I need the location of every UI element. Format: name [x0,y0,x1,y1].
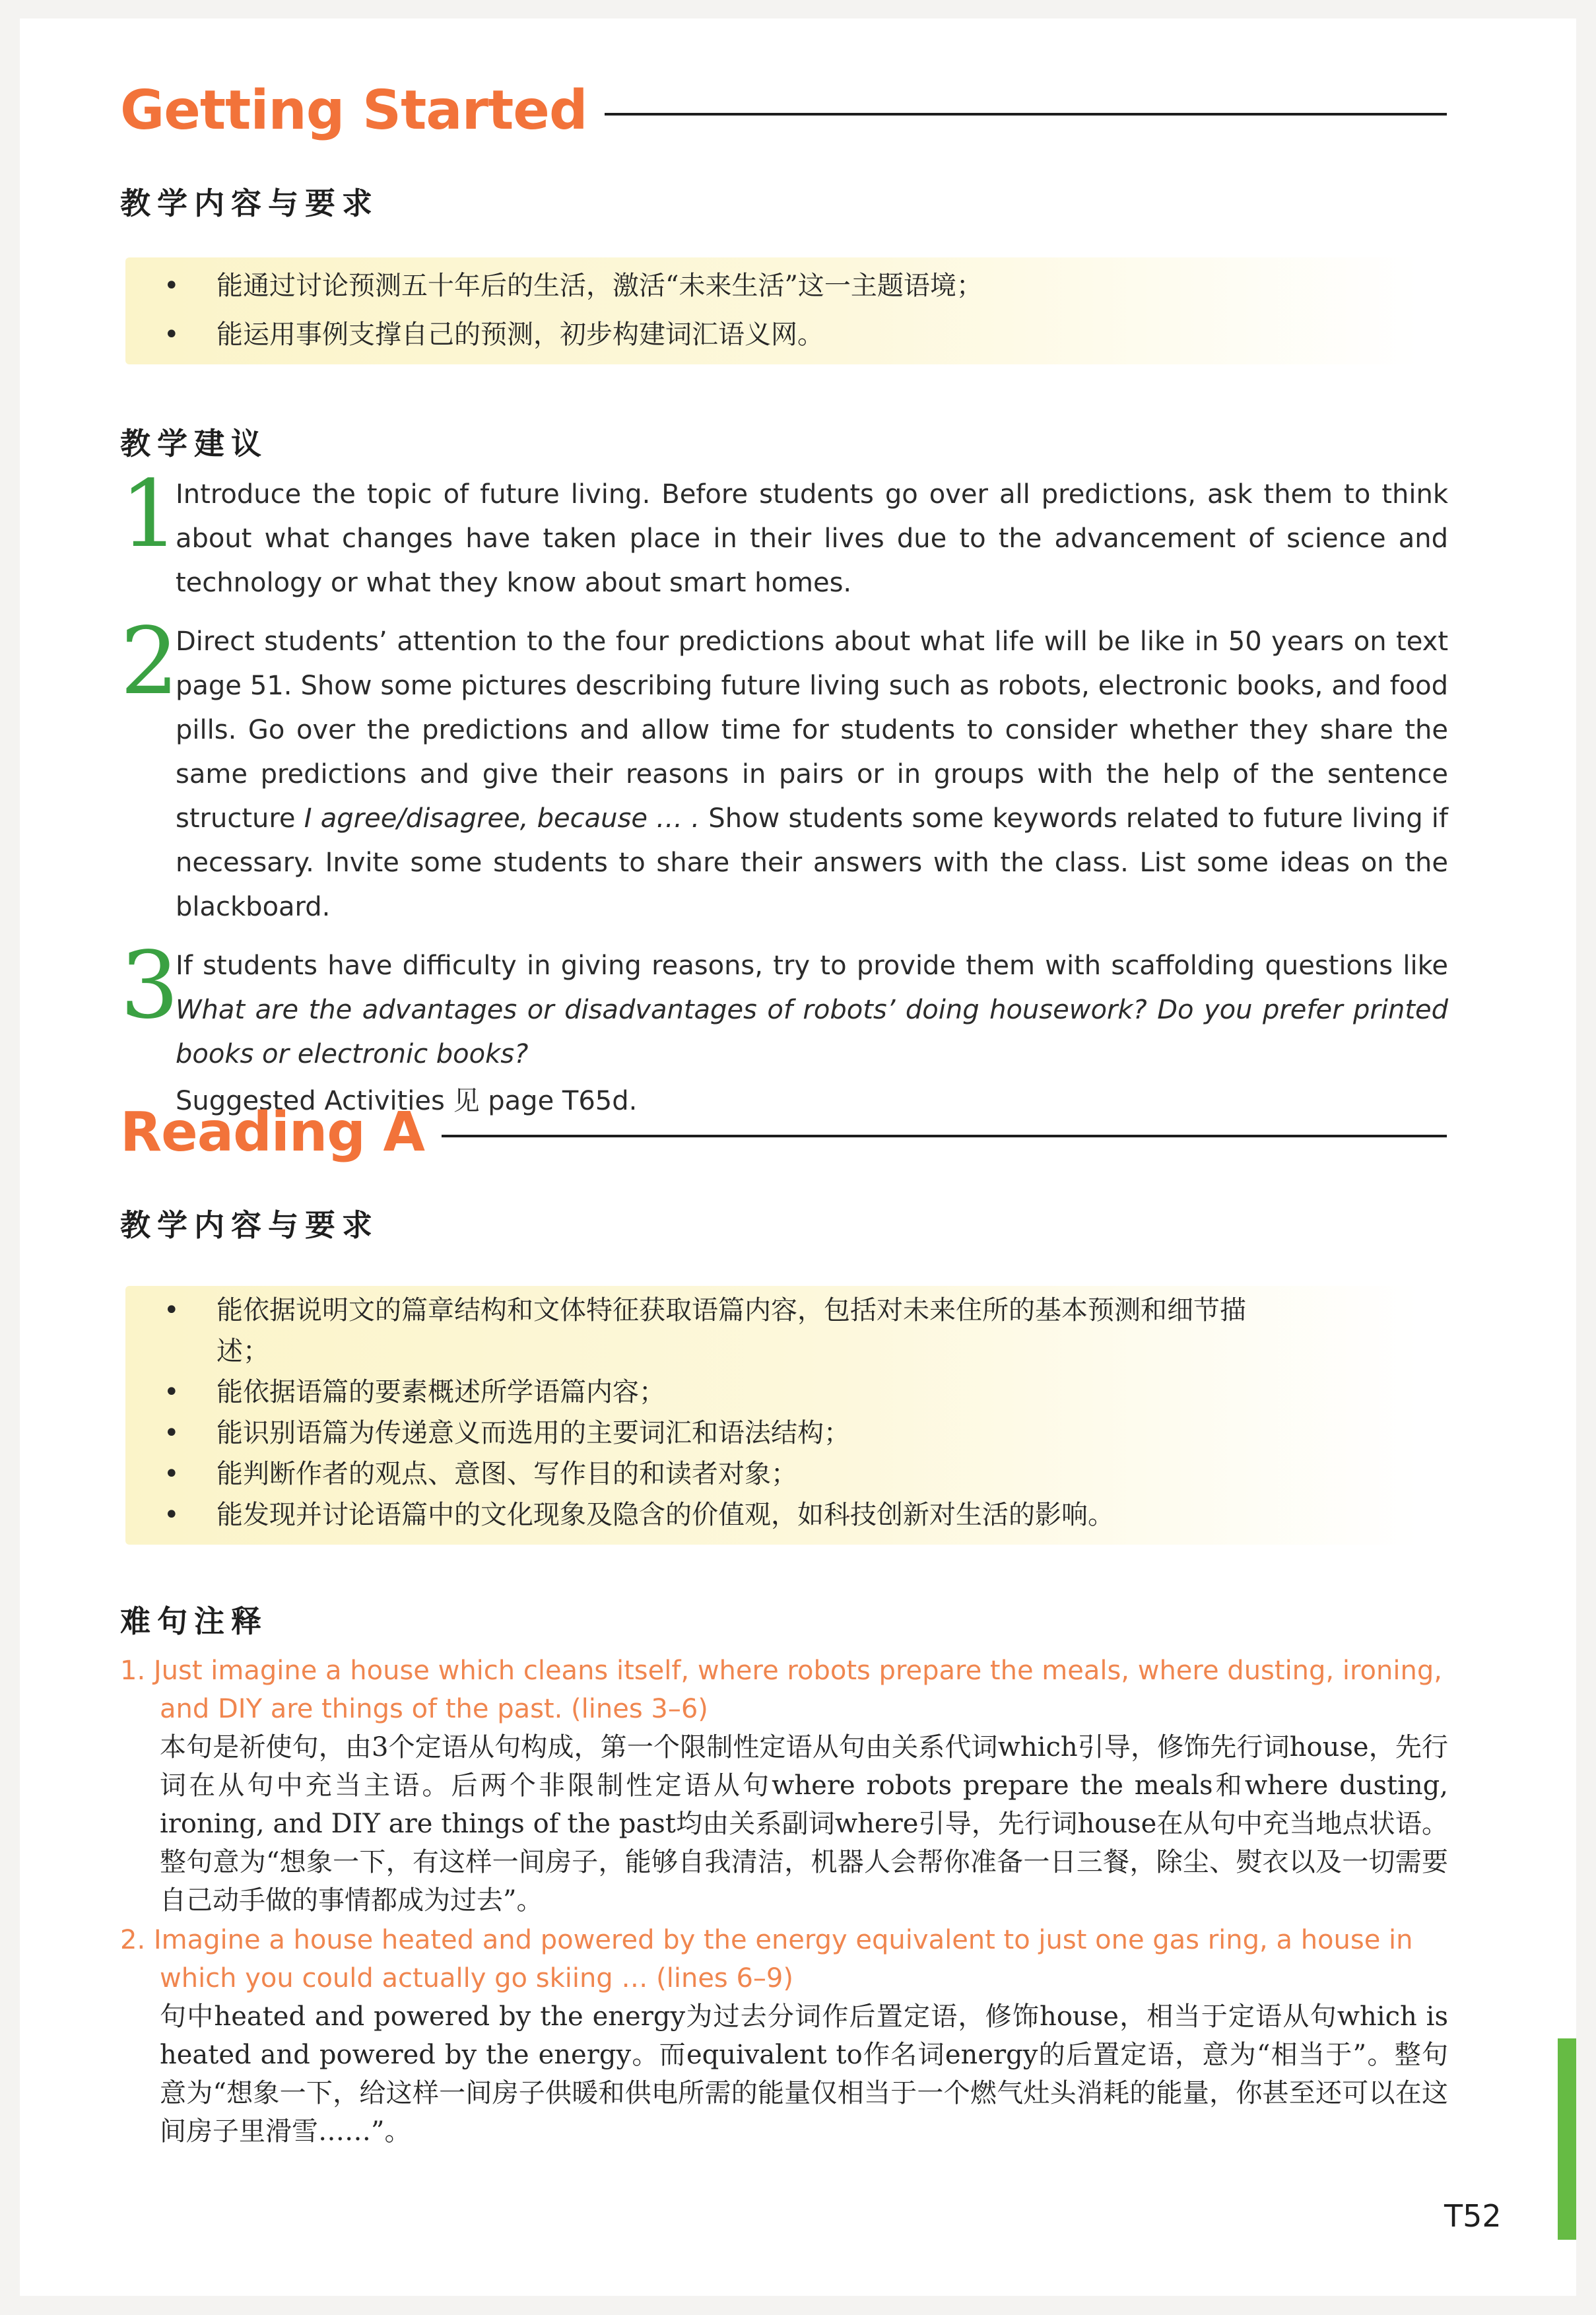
note-quote: 2. Imagine a house heated and powered by the energy equivalent to just one gas ring, a house in which you could actually go skiing … (lines 6–9) [120,1925,1413,1994]
goal-item: • 能识别语篇为传递意义而选用的主要词汇和语法结构； [125,1413,1419,1454]
section-title-reading-a [120,1101,1447,1164]
reading-a-title: Reading A [120,1101,424,1164]
bullet-icon: • [164,1377,180,1407]
note-quote: 1. Just imagine a house which cleans itself, where robots prepare the meals, where dusting, ironing, and DIY are things of the past. (lines 3–6) [120,1656,1442,1724]
title-rule [442,1135,1447,1137]
goal-item: • 能运用事例支撑自己的预测，初步构建词汇语义网。 [125,314,1419,355]
getting-started-title: Getting Started [120,79,587,142]
suggestion-number: 2 [120,608,180,716]
chapter-tab [1558,2038,1576,2240]
suggest-heading: 教学建议 [120,426,268,461]
title-rule [605,113,1447,116]
suggested-activities: Suggested Activities 见 page T65d. [176,1086,638,1116]
goals-box [125,257,1419,364]
suggestion-number: 1 [120,461,180,568]
goal-item: • 能依据说明文的篇章结构和文体特征获取语篇内容，包括对未来住所的基本预测和细节描述； [125,1290,1419,1372]
reading-goals-box [125,1286,1419,1545]
note-item-1 [120,1652,1448,1920]
page-number: T52 [1444,2198,1502,2234]
goal-item: • 能发现并讨论语篇中的文化现象及隐含的价值观，如科技创新对生活的影响。 [125,1494,1419,1535]
goal-item: • 能判断作者的观点、意图、写作目的和读者对象； [125,1454,1419,1494]
reading-goals-heading: 教学内容与要求 [120,1207,379,1243]
bullet-icon: • [164,1459,180,1489]
bullet-icon: • [164,1295,180,1325]
bullet-icon: • [164,319,180,350]
suggestion-item-3 [120,932,1448,1124]
goals-heading: 教学内容与要求 [120,185,379,221]
bullet-icon: • [164,1500,180,1530]
suggestion-item-1 [120,461,1448,605]
suggestions [120,461,1448,1124]
bullet-icon: • [164,271,180,301]
notes [120,1652,1448,2151]
section-title-getting-started [120,79,1447,142]
notes-heading: 难句注释 [120,1603,268,1639]
bullet-icon: • [164,1418,180,1448]
note-explanation: 句中heated and powered by the energy为过去分词作后置定语，修饰house，相当于定语从句which is heated and powered by the energy。而equivalent to作名词energy的后置定语，意为“相当于”。整句意为“想象一下，给这样一间房子供暖和供电所需的能量仅相当于一个燃气灶头消耗的能量，你甚至还可以在这间房子里滑雪……”。 [160,2001,1448,2147]
goal-item: • 能通过讨论预测五十年后的生活，激活“未来生活”这一主题语境； [125,265,1419,306]
suggestion-item-2 [120,608,1448,929]
goal-item: • 能依据语篇的要素概述所学语篇内容； [125,1372,1419,1413]
suggestion-text: Introduce the topic of future living. Before students go over all predictions, ask them to think about what changes have taken place in their lives due to the advancement of science and technology or what they know about smart homes. [176,479,1448,598]
suggestion-number: 3 [120,932,180,1040]
suggestion-text: Direct students’ attention to the four predictions about what life will be like in 50 years on text page 51. Show some pictures describing future living such as robots, electronic books, and food pills. Go over the predictions and allow time for students to consider whether they share the same predictions and give their reasons in pairs or in groups with the help of the sentence structure I agree/disagree, because … . Show students some keywords related to future living if necessary. Invite some students to share their answers with the class. List some ideas on the blackboard. [176,626,1448,922]
note-item-2 [120,1921,1448,2151]
suggestion-text: If students have difficulty in giving reasons, try to provide them with scaffolding questions like What are the advantages or disadvantages of robots’ doing housework? Do you prefer printed books or electronic books? [176,951,1448,1069]
note-explanation: 本句是祈使句，由3个定语从句构成，第一个限制性定语从句由关系代词which引导，修饰先行词house，先行词在从句中充当主语。后两个非限制性定语从句where robots prepare the meals和where dusting, ironing, and DIY are things of the past均由关系副词where引导，先行词house在从句中充当地点状语。整句意为“想象一下，有这样一间房子，能够自我清洁，机器人会帮你准备一日三餐，除尘、熨衣以及一切需要自己动手做的事情都成为过去”。 [160,1732,1448,1916]
